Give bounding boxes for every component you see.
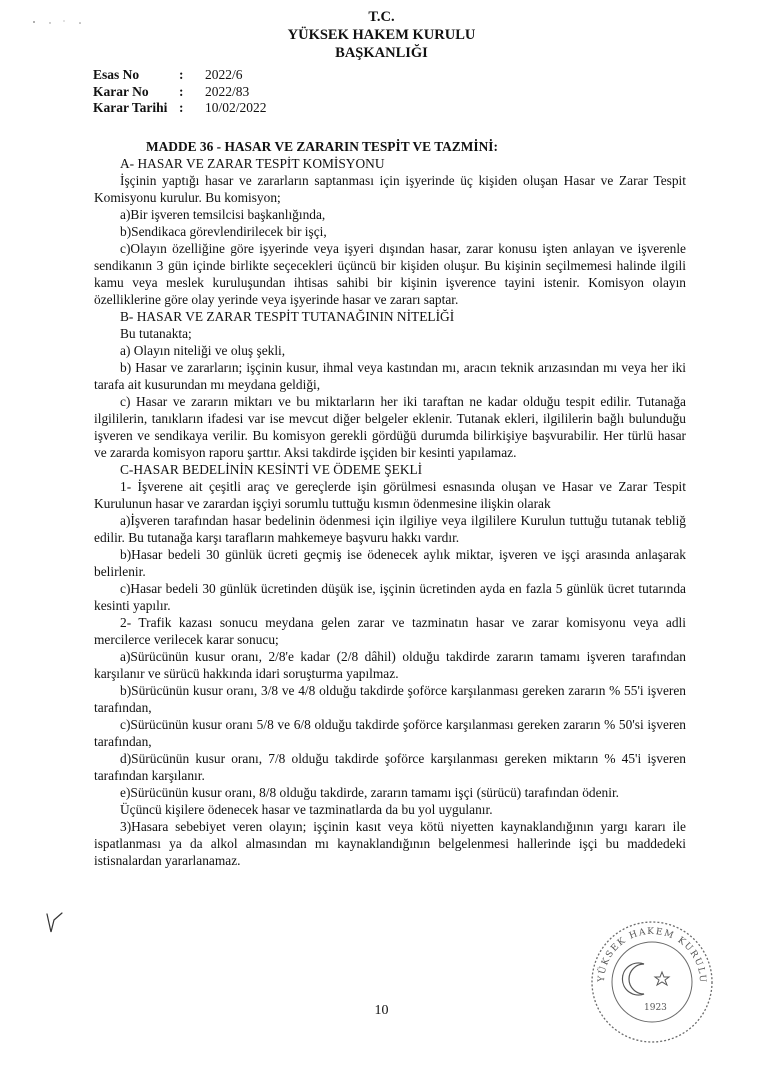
meta-row-karar (93, 84, 267, 101)
section-b-intro: Bu tutanakta; (120, 326, 192, 341)
section-c-clause-2b: b)Sürücünün kusur oranı, 3/8 ve 4/8 olduğu takdirde şoförce karşılanması gereken zararın % 55'i işveren tarafından, (94, 683, 686, 715)
meta-sep: : (179, 83, 184, 99)
meta-key: Esas No (93, 67, 140, 82)
header-presidency: BAŞKANLIĞI (335, 45, 428, 61)
section-c-clause-2d: d)Sürücünün kusur oranı, 7/8 olduğu takdirde şoförce karşılanması gereken miktarın % 45'i işveren tarafından karşılanır. (94, 751, 686, 783)
section-a-item-b: b)Sendikaca görevlendirilecek bir işçi, (120, 224, 327, 239)
section-c-clause-2c: c)Sürücünün kusur oranı 5/8 ve 6/8 olduğu takdirde şoförce karşılanması gereken zararın % 50'si işveren tarafından, (94, 717, 686, 749)
section-c-clause-2a: a)Sürücünün kusur oranı, 2/8'e kadar (2/8 dâhil) olduğu takdirde zararın tamamı işveren tarafından karşılanır ve sürücü hakkında idari soruşturma yapılmaz. (94, 649, 686, 681)
meta-key: Karar No (93, 83, 149, 99)
meta-key: Karar Tarihi (93, 100, 168, 115)
meta-value: 10/02/2022 (205, 100, 267, 115)
section-c-title: C-HASAR BEDELİNİN KESİNTİ VE ÖDEME ŞEKLİ (120, 462, 423, 477)
article-title: MADDE 36 - HASAR VE ZARARIN TESPİT VE TAZMİNİ: (146, 139, 498, 154)
section-b-item-a: a) Olayın niteliği ve oluş şekli, (120, 343, 286, 358)
header-institution: YÜKSEK HAKEM KURULU (287, 27, 476, 43)
page-number: 10 (374, 1003, 389, 1018)
section-c-clause-2: 2- Trafik kazası sonucu meydana gelen zarar ve tazminatın hasar ve zarar komisyonu veya adli mercilerce verilecek karar sonucu; (94, 615, 686, 647)
meta-value: 2022/6 (205, 67, 243, 82)
svg-text:YÜKSEK HAKEM KURULU: YÜKSEK HAKEM KURULU (596, 926, 708, 985)
section-c-clause-1a: a)İşveren tarafından hasar bedelinin ödenmesi için ilgiliye veya ilgililere Kurulun tuttuğu tutanak tebliğ edilir. Bu tutanağa karşı tarafların mahkemeye başvuru hakkı vardır. (94, 513, 686, 545)
meta-sep: : (179, 67, 184, 82)
section-a-item-c: c)Olayın özelliğine göre işyerinde veya işyeri dışından hasar, zarar konusu işten anlayan ve işverenle sendikanın 3 gün içinde birlikte seçecekleri üçüncü bir kişiden oluşur. Bu kişinin seçilmemesi halinde ilgili kamu veya meslek kuruluşundan ihtisas sahibi bir kişinin işverence tayini istenir. Komisyon olayın özelliklerine göre olay yerinde veya işyerinde hasar ve zararı saptar. (94, 241, 686, 307)
handwritten-initial-mark (44, 908, 66, 936)
section-b-item-c: c) Hasar ve zararın miktarı ve bu miktarların her iki taraftan ne kadar olduğu tespit edilir. Tutanağa ilgililerin, tanıkların ifadesi var ise mevcut diğer belgeler eklenir. Tutanak ekleri, ilgililerin bağlı bulunduğu işveren ve sendikaya verilir. Bu komisyon gerekli gördüğü durumda bilirkişiye başvurabilir. Her türlü hasar ve zararda komisyon raporu şarttır. Aksi takdirde işçiden bir kesinti yapılamaz. (94, 394, 686, 460)
official-seal-stamp (582, 908, 722, 1048)
header-tc: T.C. (368, 9, 395, 25)
meta-row-esas (93, 67, 267, 84)
article-body (94, 138, 686, 869)
seal-year: 1923 (644, 1003, 667, 1013)
section-c-clause-1b: b)Hasar bedeli 30 günlük ücreti geçmiş ise ödenecek aylık miktar, işveren ve işçi arasında anlaşarak belirlenir. (94, 547, 686, 579)
meta-value: 2022/83 (205, 83, 250, 99)
section-a-item-a: a)Bir işveren temsilcisi başkanlığında, (120, 207, 326, 222)
section-a-title: A- HASAR VE ZARAR TESPİT KOMİSYONU (120, 156, 385, 171)
section-a-intro: İşçinin yaptığı hasar ve zararların saptanması için işyerinde üç kişiden oluşan Hasar ve Zarar Tespit Komisyonu kurulur. Bu komisyon; (94, 173, 686, 205)
section-b-item-b: b) Hasar ve zararların; işçinin kusur, ihmal veya kastından mı, aracın teknik arızasından mı veya her iki tarafa ait kusurundan mı meydana geldiği, (94, 360, 686, 392)
section-b-title: B- HASAR VE ZARAR TESPİT TUTANAĞININ NİTELİĞİ (120, 309, 455, 324)
meta-row-tarih (93, 100, 267, 117)
meta-sep: : (179, 100, 184, 115)
case-meta (93, 67, 267, 117)
section-c-clause-2f: Üçüncü kişilere ödenecek hasar ve tazminatlarda da bu yol uygulanır. (120, 802, 493, 817)
section-c-clause-3: 3)Hasara sebebiyet veren olayın; işçinin kasıt veya kötü niyetten kaynaklandığının yargı kararı ile ispatlanması ya da alkol almasından mı kaynaklandığının belgelenmesi hallerinde işçi bu maddedeki istisnalardan yararlanamaz. (94, 819, 686, 868)
section-c-clause-2e: e)Sürücünün kusur oranı, 8/8 olduğu takdirde, zararın tamamı işçi (sürücü) tarafından ödenir. (120, 785, 620, 800)
section-c-clause-1c: c)Hasar bedeli 30 günlük ücretinden düşük ise, işçinin ücretinden ayda en fazla 5 günlük ücret tutarında kesinti yapılır. (94, 581, 686, 613)
section-c-clause-1: 1- İşverene ait çeşitli araç ve gereçlerde işin görülmesi esnasında oluşan ve Hasar ve Zarar Tespit Kurulunun hasar ve zarardan işçiyi sorumlu tuttuğu kısmın ödenmesine ilişkin olarak (94, 479, 686, 511)
